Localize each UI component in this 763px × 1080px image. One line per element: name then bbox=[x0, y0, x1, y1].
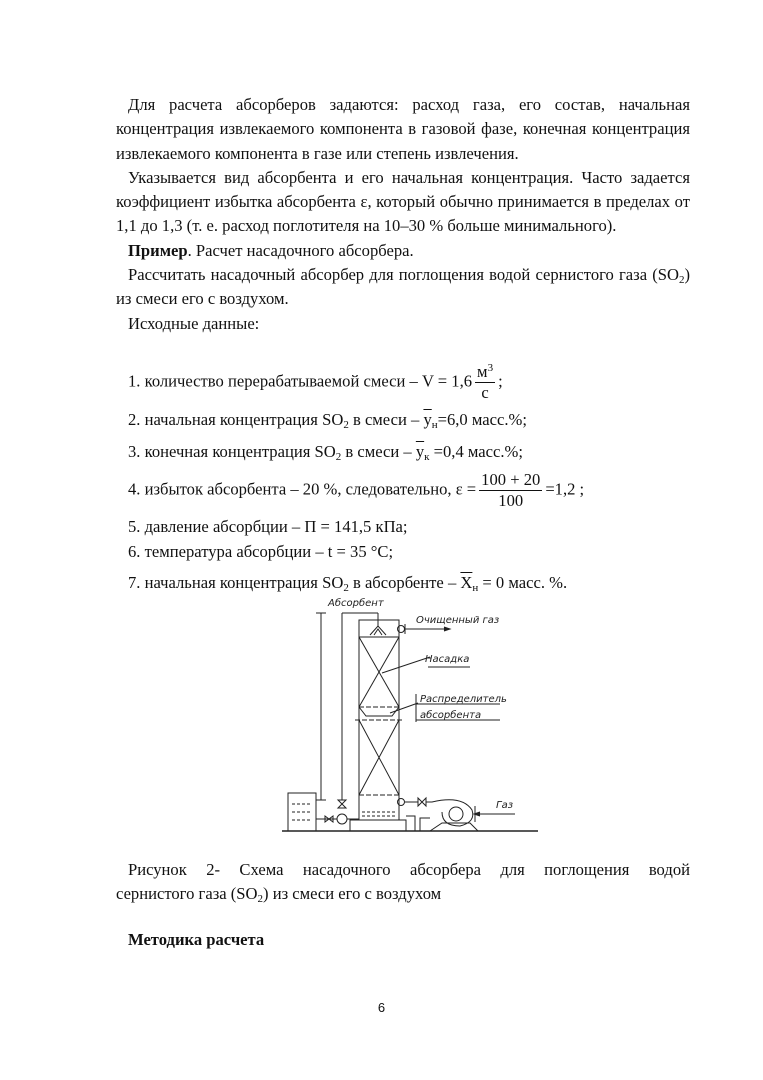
label-distributor-2: абсорбента bbox=[420, 710, 482, 721]
t: 3. конечная концентрация SO bbox=[128, 442, 336, 461]
t: 1. количество перерабатываемой смеси – V = 1,6 bbox=[128, 371, 473, 391]
label-gas: Газ bbox=[496, 800, 514, 811]
sub: 2 bbox=[343, 419, 349, 431]
t: м bbox=[477, 362, 488, 381]
sub: 2 bbox=[678, 274, 685, 287]
task-text bbox=[116, 263, 690, 312]
t: в смеси – bbox=[348, 410, 424, 429]
sub: н bbox=[472, 582, 479, 594]
t: =6,0 масс.%; bbox=[437, 410, 527, 429]
label-distributor: Распределитель bbox=[420, 694, 507, 705]
label-clean-gas: Очищенный газ bbox=[416, 615, 500, 626]
intro-text bbox=[116, 93, 690, 336]
item-4 bbox=[128, 470, 584, 511]
initial-data-label: Исходные данные: bbox=[128, 313, 260, 333]
t: с bbox=[481, 383, 489, 402]
page-number: 6 bbox=[377, 1000, 386, 1015]
section-heading: Методика расчета bbox=[128, 930, 265, 949]
fraction bbox=[475, 362, 495, 403]
t: ) из смеси его с воздухом bbox=[263, 884, 442, 904]
item-1 bbox=[128, 362, 503, 403]
t: (SO bbox=[652, 265, 679, 285]
t: 7. начальная концентрация SO bbox=[128, 573, 344, 592]
sup: 3 bbox=[487, 362, 494, 374]
t: 4. избыток абсорбента – 20 %, следовательно, ε = bbox=[128, 479, 477, 499]
t: =0,4 масс.%; bbox=[429, 442, 523, 461]
sub: к bbox=[424, 451, 430, 463]
var: $\overline{y}$ bbox=[423, 410, 432, 429]
item-2 bbox=[128, 410, 527, 430]
example-text: . Расчет насадочного абсорбера. bbox=[187, 240, 414, 260]
task-line1: Рассчитать насадочный абсорбер для поглощения водой сернистого газа bbox=[128, 265, 648, 285]
t: 100 + 20 bbox=[481, 470, 541, 489]
t: сернистого газа (SO bbox=[116, 884, 258, 904]
example-heading bbox=[116, 239, 690, 263]
label-absorbent: Абсорбент bbox=[328, 598, 384, 609]
fraction bbox=[479, 470, 542, 511]
caption-line1: Рисунок 2- Схема насадочного абсорбера для поглощения водой bbox=[128, 860, 690, 879]
example-bold: Пример bbox=[128, 240, 188, 260]
var: $\overline{X}$ bbox=[460, 573, 473, 592]
t: ; bbox=[498, 371, 503, 391]
t: в абсорбенте – bbox=[348, 573, 461, 592]
t: ) из смеси его с воздухом. bbox=[116, 265, 690, 309]
figure-caption bbox=[116, 858, 690, 907]
item-3 bbox=[128, 442, 523, 462]
sub: н bbox=[431, 419, 438, 431]
caption-line2 bbox=[116, 882, 690, 906]
t: =1,2 ; bbox=[545, 479, 585, 499]
var: $\overline{y}$ bbox=[415, 442, 425, 461]
t: = 0 масс. %. bbox=[478, 573, 568, 592]
absorber-diagram bbox=[270, 590, 540, 840]
t: в смеси – bbox=[341, 442, 416, 461]
paragraph: Указывается вид абсорбента и его начальная концентрация. Часто задается коэффициент избытка абсорбента ε, который обычно принимается в пределах от 1,1 до 1,3 (т. е. расход поглотителя на 10–30 % больше минимального). bbox=[116, 167, 690, 236]
item-5: 5. давление абсорбции – П = 141,5 кПа; bbox=[128, 517, 408, 536]
sub: 2 bbox=[335, 451, 342, 463]
item-6: 6. температура абсорбции – t = 35 °С; bbox=[128, 542, 394, 561]
label-packing: Насадка bbox=[425, 654, 470, 665]
sub: 2 bbox=[343, 582, 349, 594]
t: 100 bbox=[498, 491, 524, 510]
t: 2. начальная концентрация SO bbox=[128, 410, 344, 429]
sub: 2 bbox=[257, 893, 264, 906]
paragraph: Для расчета абсорберов задаются: расход газа, его состав, начальная концентрация извлекаемого компонента в газовой фазе, конечная концентрация извлекаемого компонента в газе или степень извлечения. bbox=[116, 95, 690, 163]
